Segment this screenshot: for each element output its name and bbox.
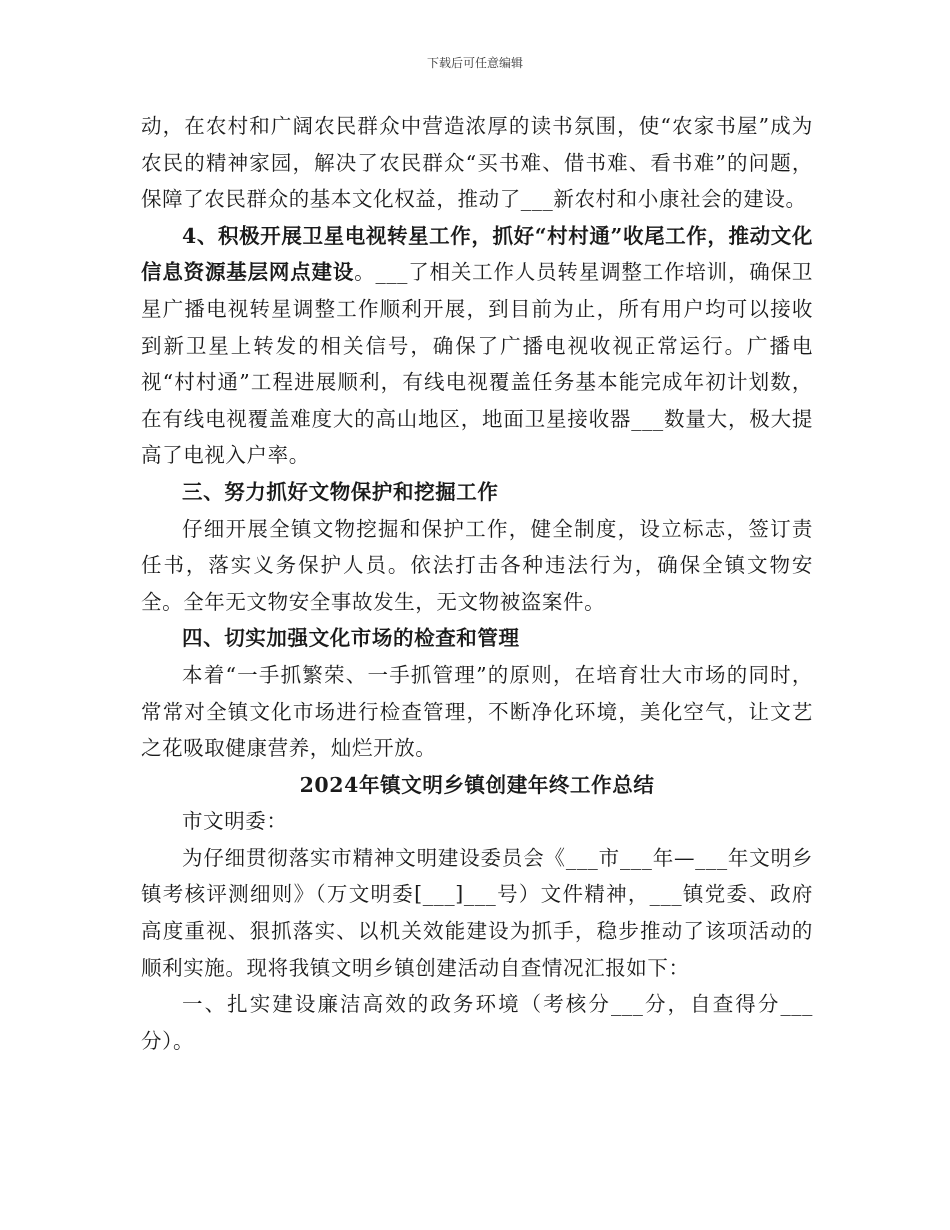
section-heading: 三、努力抓好文物保护和挖掘工作 [182, 479, 499, 504]
paragraph: 一、扎实建设廉洁高效的政务环境（考核分___分，自查得分___分）。 [141, 992, 813, 1053]
paragraph-heading: 4、积极开展卫星电视转星工作，抓好“村村通”收尾工作，推动文化信息资源基层网点建设 [141, 223, 813, 285]
section-heading: 四、切实加强文化市场的检查和管理 [182, 626, 520, 651]
paragraph: 仔细开展全镇文物挖掘和保护工作，健全制度，设立标志，签订责任书，落实义务保护人员。依法打击各种违法行为，确保全镇文物安全。全年无文物安全事故发生，无文物被盗案件。 [141, 516, 813, 614]
paragraph: 本着“一手抓繁荣、一手抓管理”的原则，在培育壮大市场的同时，常常对全镇文化市场进行检查管理，不断净化环境，美化空气，让文艺之花吸取健康营养，灿烂开放。 [141, 662, 813, 761]
paragraph: 动，在农村和广阔农民群众中营造浓厚的读书氛围，使“农家书屋”成为农民的精神家园，解决了农民群众“买书难、借书难、看书难”的问题，保障了农民群众的基本文化权益，推动了___新农村和小康社会的建设。 [141, 114, 813, 212]
paragraph [141, 218, 813, 474]
document-title: 2024年镇文明乡镇创建年终工作总结 [299, 772, 655, 797]
document-body [141, 108, 813, 1059]
paragraph: 为仔细贯彻落实市精神文明建设委员会《___市___年—___年文明乡镇考核评测细则》（万文明委[___]___号）文件精神，___镇党委、政府高度重视、狠抓落实、以机关效能建设为抓手，稳步推动了该项活动的顺利实施。现将我镇文明乡镇创建活动自查情况汇报如下： [141, 845, 813, 980]
page-header: 下载后可任意编辑 [426, 56, 523, 70]
paragraph-text: 。___了相关工作人员转星调整工作培训，确保卫星广播电视转星调整工作顺利开展，到目前为止，所有用户均可以接收到新卫星上转发的相关信号，确保了广播电视收视正常运行。广播电视“村村通”工程进展顺利，有线电视覆盖任务基本能完成年初计划数，在有线电视覆盖难度大的高山地区，地面卫星接收器___数量大，极大提高了电视入户率。 [141, 260, 813, 468]
salutation: 市文明委： [182, 809, 288, 834]
